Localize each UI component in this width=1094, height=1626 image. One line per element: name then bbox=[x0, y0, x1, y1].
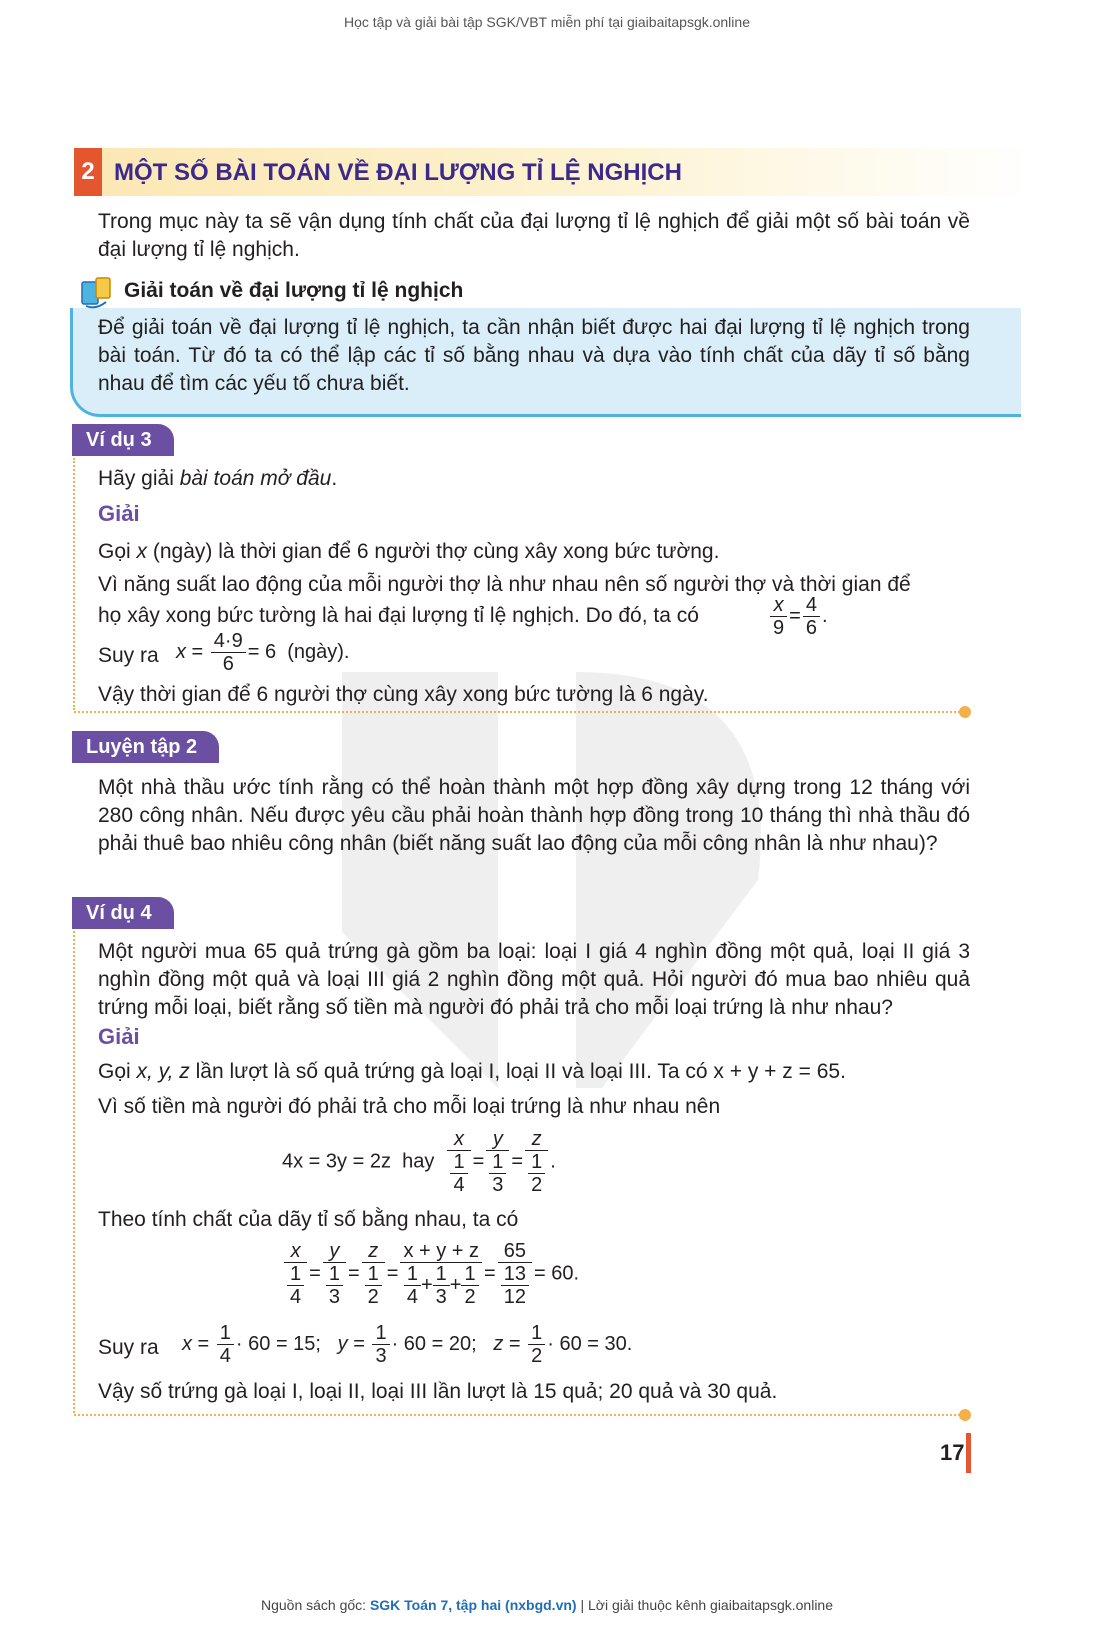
example-4-line-2: Vì số tiền mà người đó phải trả cho mỗi loại trứng là như nhau nên bbox=[98, 1095, 721, 1118]
example-4-bottom-border bbox=[74, 1414, 960, 1416]
example-3-bottom-border bbox=[74, 711, 960, 713]
knowledge-body: Để giải toán về đại lượng tỉ lệ nghịch, ta cần nhận biết được hai đại lượng tỉ lệ nghịch trong bài toán. Từ đó ta có thể lập các tỉ số bằng nhau và dựa vào tính chất của dãy tỉ số bằng nhau để tìm các yếu tố chưa biết. bbox=[98, 316, 970, 395]
example-3-equation-2: x = $\frac{4\cdot 9}{6}$ = 6 (ngày). bbox=[176, 630, 350, 675]
example-3-line-3: họ xây xong bức tường là hai đại lượng tỉ lệ nghịch. Do đó, ta có bbox=[98, 604, 699, 627]
knowledge-title: Giải toán về đại lượng tỉ lệ nghịch bbox=[124, 279, 464, 302]
example-4-line-1: Gọi x, y, z lần lượt là số quả trứng gà loại I, loại II và loại III. Ta có x + y + z = 65. bbox=[98, 1060, 846, 1083]
page-number-accent bbox=[966, 1433, 971, 1473]
page-header: Học tập và giải bài tập SGK/VBT miễn phí tại giaibaitapsgk.online bbox=[344, 14, 750, 30]
example-3-line-4-prefix: Suy ra bbox=[98, 644, 159, 667]
example-3-line-2: Vì năng suất lao động của mỗi người thợ là như nhau nên số người thợ và thời gian để bbox=[98, 573, 911, 596]
example-4-equation-3: x = $\frac{1}{4}$ · 60 = 15; y = $\frac{1}{3}$ · 60 = 20; z = $\frac{1}{2}$ · 60 = 30. bbox=[182, 1322, 633, 1367]
page-footer: Nguồn sách gốc: SGK Toán 7, tập hai (nxbgd.vn) | Lời giải thuộc kênh giaibaitapsgk.online bbox=[260, 1597, 834, 1613]
example-4-task: Một người mua 65 quả trứng gà gồm ba loại: loại I giá 4 nghìn đồng một quả, loại II giá 3 nghìn đồng một quả và loại III giá 2 nghìn đồng một quả. Hỏi người đó mua bao nhiêu quả trứng mỗi loại, biết rằng số tiền mà người đó phải trả cho mỗi loại trứng là như nhau? bbox=[98, 940, 970, 1019]
example-3-border bbox=[73, 458, 75, 710]
example-3-equation-1: $\frac{x}{9}$ = $\frac{4}{6}$ . bbox=[768, 594, 828, 639]
example-3-border-dot bbox=[959, 706, 971, 718]
example-4-solve-label: Giải bbox=[98, 1024, 140, 1049]
example-4-label: Ví dụ 4 bbox=[72, 897, 174, 929]
example-3-task: Hãy giải bài toán mở đầu. bbox=[98, 467, 338, 490]
practice-2-label: Luyện tập 2 bbox=[72, 731, 219, 763]
example-4-border-dot bbox=[959, 1409, 971, 1421]
example-4-line-3: Theo tính chất của dãy tỉ số bằng nhau, ta có bbox=[98, 1208, 519, 1231]
example-4-line-4-prefix: Suy ra bbox=[98, 1336, 159, 1359]
example-4-conclusion: Vậy số trứng gà loại I, loại II, loại III lần lượt là 15 quả; 20 quả và 30 quả. bbox=[98, 1380, 778, 1403]
example-4-border bbox=[73, 931, 75, 1413]
notebook-icon bbox=[78, 276, 116, 310]
section-title: MỘT SỐ BÀI TOÁN VỀ ĐẠI LƯỢNG TỈ LỆ NGHỊCH bbox=[114, 159, 682, 186]
example-3-label: Ví dụ 3 bbox=[72, 424, 174, 456]
example-4-equation-2: $\frac{x}{\frac{1}{4}}$ = $\frac{y}{\frac{1}{3}}$ = $\frac{z}{\frac{1}{2}}$ = x + y + z $\frac{1}{4}$ + $\frac{1}{3}$ + $\frac{1}{2}$ = $\frac{65}{\frac{13}{12}}$ = 60. bbox=[282, 1240, 579, 1308]
example-4-equation-1: 4x = 3y = 2z hay $\frac{x}{\frac{1}{4}}$ = $\frac{y}{\frac{1}{3}}$ = $\frac{z}{\frac{1}{2}}$ . bbox=[282, 1128, 556, 1196]
section-number: 2 bbox=[74, 148, 102, 196]
example-3-solve-label: Giải bbox=[98, 501, 140, 526]
page-number: 17 bbox=[940, 1440, 965, 1465]
practice-2-text: Một nhà thầu ước tính rằng có thể hoàn thành một hợp đồng xây dựng trong 12 tháng với 280 công nhân. Nếu được yêu cầu phải hoàn thành hợp đồng trong 10 tháng thì nhà thầu đó phải thuê bao nhiêu công nhân (biết năng suất lao động của mỗi công nhân là như nhau)? bbox=[98, 776, 970, 855]
example-3-conclusion: Vậy thời gian để 6 người thợ cùng xây xong bức tường là 6 ngày. bbox=[98, 683, 709, 706]
footer-source-link[interactable]: SGK Toán 7, tập hai (nxbgd.vn) bbox=[369, 1597, 577, 1613]
example-3-line-1: Gọi x (ngày) là thời gian để 6 người thợ cùng xây xong bức tường. bbox=[98, 540, 720, 563]
intro-paragraph: Trong mục này ta sẽ vận dụng tính chất của đại lượng tỉ lệ nghịch để giải một số bài toán về đại lượng tỉ lệ nghịch. bbox=[98, 210, 970, 261]
